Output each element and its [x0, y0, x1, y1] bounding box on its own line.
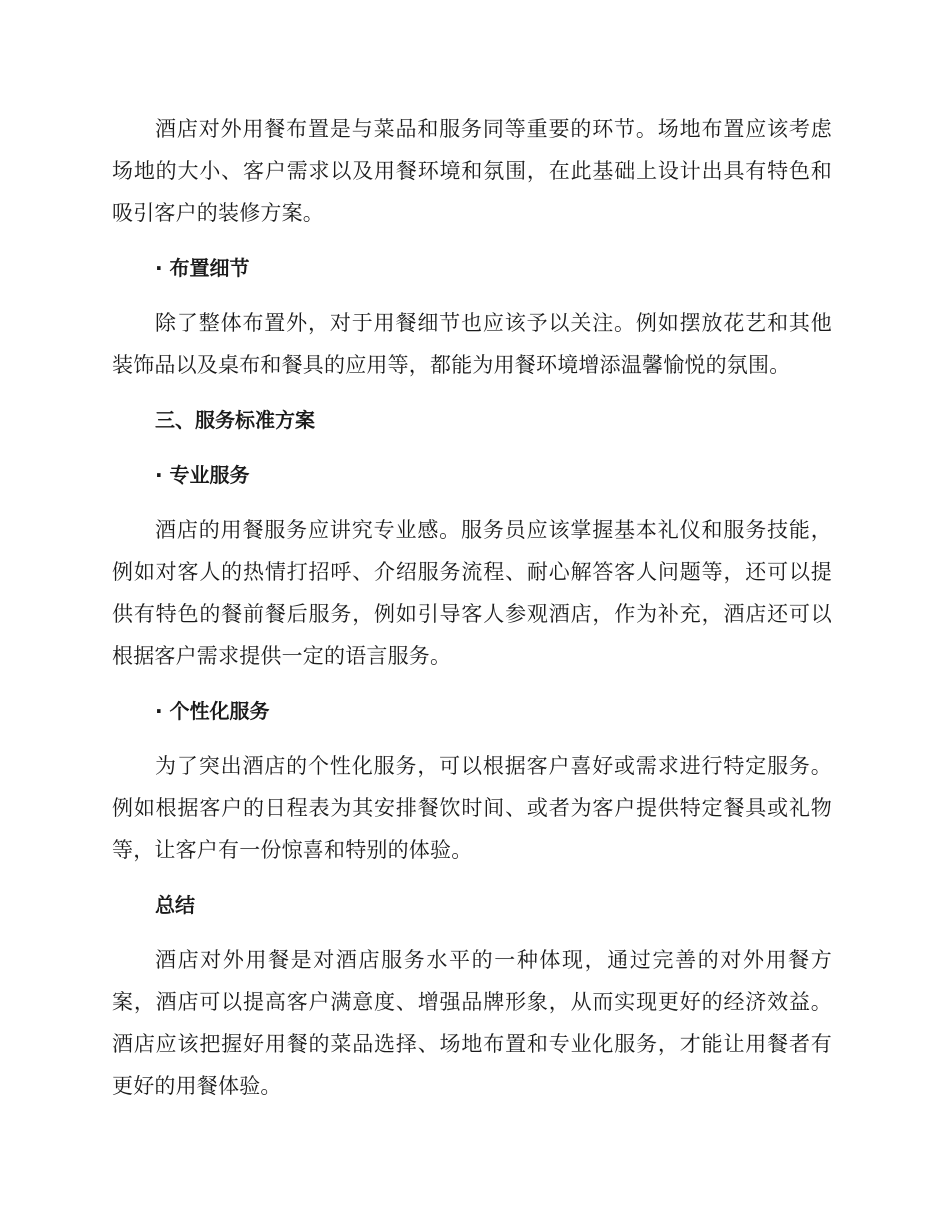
paragraph-venue-layout: 酒店对外用餐布置是与菜品和服务同等重要的环节。场地布置应该考虑场地的大小、客户需求以及用餐环境和氛围，在此基础上设计出具有特色和吸引客户的装修方案。: [112, 117, 832, 225]
paragraph-layout-details: 除了整体布置外，对于用餐细节也应该予以关注。例如摆放花艺和其他装饰品以及桌布和餐具的应用等，都能为用餐环境增添温馨愉悦的氛围。: [112, 311, 832, 377]
document-body: [112, 108, 832, 1107]
heading-service-standards: 三、服务标准方案: [155, 408, 315, 432]
paragraph-personalized-service: 为了突出酒店的个性化服务，可以根据客户喜好或需求进行特定服务。例如根据客户的日程表为其安排餐饮时间、或者为客户提供特定餐具或礼物等，让客户有一份惊喜和特别的体验。: [112, 754, 832, 862]
heading-summary: 总结: [155, 893, 195, 917]
paragraph-professional-service: 酒店的用餐服务应讲究专业感。服务员应该掌握基本礼仪和服务技能，例如对客人的热情打招呼、介绍服务流程、耐心解答客人问题等，还可以提供有特色的餐前餐后服务，例如引导客人参观酒店，作为补充，酒店还可以根据客户需求提供一定的语言服务。: [112, 518, 832, 668]
paragraph-summary: 酒店对外用餐是对酒店服务水平的一种体现，通过完善的对外用餐方案，酒店可以提高客户满意度、增强品牌形象，从而实现更好的经济效益。酒店应该把握好用餐的菜品选择、场地布置和专业化服务，才能让用餐者有更好的用餐体验。: [112, 948, 832, 1098]
heading-personalized-service: · 个性化服务: [155, 699, 270, 723]
heading-professional-service: · 专业服务: [155, 463, 250, 487]
heading-layout-details: · 布置细节: [155, 256, 250, 280]
